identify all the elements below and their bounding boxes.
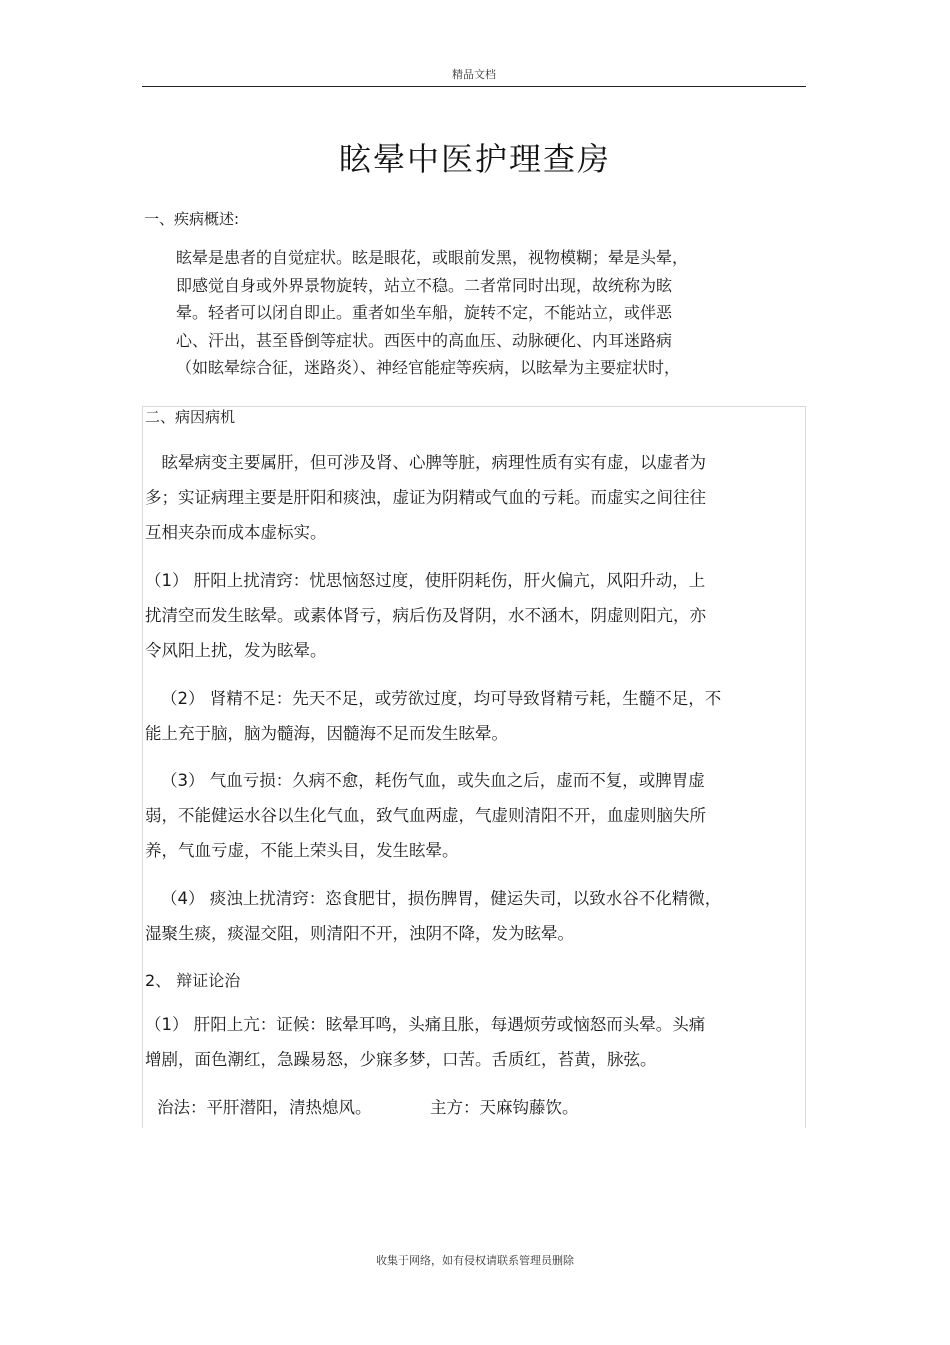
paragraph-line: 心、汗出，甚至昏倒等症状。西医中的高血压、动脉硬化、内耳迷路病 (176, 330, 673, 350)
paragraph-line: 晕。轻者可以闭自即止。重者如坐车船，旋转不定，不能站立，或伴恶 (176, 303, 673, 322)
paragraph-line: 扰清空而发生眩晕。或素体肾亏，病后伤及肾阴，水不涵木，阴虚则阳亢，亦 (145, 606, 706, 625)
paragraph-line: （4） 痰浊上扰清窍：恣食肥甘，损伤脾胃，健运失司，以致水谷不化精微， (161, 889, 722, 908)
paragraph-line: （3） 气血亏损：久病不愈，耗伤气血，或失血之后，虚而不复，或脾胃虚 (161, 771, 705, 790)
paragraph-line: 令风阳上扰，发为眩晕。 (145, 641, 327, 660)
treatment-method: 治法：平肝潜阳，清热熄风。 (157, 1098, 372, 1117)
paragraph-line: 能上充于脑，脑为髓海，因髓海不足而发生眩晕。 (145, 724, 508, 743)
document-title: 眩晕中医护理查房 (338, 140, 611, 178)
paragraph-line: 眩晕病变主要属肝，但可涉及肾、心脾等脏，病理性质有实有虚，以虚者为 (145, 453, 706, 472)
paragraph-line: （2） 肾精不足：先天不足，或劳欲过度，均可导致肾精亏耗，生髓不足，不 (161, 689, 722, 708)
paragraph-line: （如眩晕综合征，迷路炎）、神经官能症等疾病，以眩晕为主要症状时， (176, 358, 681, 377)
paragraph-line: 养，气血亏虚，不能上荣头目，发生眩晕。 (145, 841, 459, 860)
paragraph-line: （1） 肝阳上亢：证候：眩晕耳鸣，头痛且胀，每遇烦劳或恼怒而头晕。头痛 (145, 1015, 706, 1034)
section-2-heading: 二、病因病机 (145, 408, 236, 426)
section-1-heading: 一、疾病概述: (144, 210, 240, 228)
paragraph-line: 多；实证病理主要是肝阳和痰浊，虚证为阴精或气血的亏耗。而虚实之间往往 (145, 488, 706, 507)
section-2-intro (145, 445, 706, 550)
page-header: 精品文档 (452, 68, 496, 81)
paragraph-line: 弱，不能健运水谷以生化气血，致气血两虚，气虚则清阳不开，血虚则脑失所 (145, 806, 706, 825)
paragraph-line: 即感觉自身或外界景物旋转，站立不稳。二者常同时出现，故统称为眩 (176, 275, 673, 295)
main-prescription: 主方：天麻钩藤饮。 (430, 1098, 579, 1117)
paragraph-line: 互相夹杂而成本虚标实。 (145, 523, 327, 542)
cause-item-1 (145, 563, 706, 668)
paragraph-line: 湿聚生痰，痰湿交阻，则清阳不开，浊阴不降，发为眩晕。 (145, 924, 574, 943)
paragraph-line: （1） 肝阳上扰清窍：忧思恼怒过度，使肝阴耗伤，肝火偏亢，风阳升动，上 (145, 571, 706, 590)
paragraph-line: 增剧，面色潮红，急躁易怒，少寐多梦，口苦。舌质红，苔黄，脉弦。 (145, 1050, 657, 1069)
header-rule (142, 86, 806, 87)
content-frame (142, 406, 806, 1128)
treatment-line (157, 1090, 579, 1125)
cause-item-4 (145, 881, 721, 951)
page-footer: 收集于网络，如有侵权请联系管理员删除 (376, 1254, 574, 1267)
section-3-heading: 2、 辩证论治 (145, 971, 241, 990)
syndrome-item-1 (145, 1007, 705, 1077)
paragraph-line: 眩晕是患者的自觉症状。眩是眼花，或眼前发黑，视物模糊；晕是头晕， (176, 248, 689, 267)
cause-item-2 (145, 681, 721, 751)
section-1-paragraph (176, 244, 742, 382)
cause-item-3 (145, 763, 706, 868)
